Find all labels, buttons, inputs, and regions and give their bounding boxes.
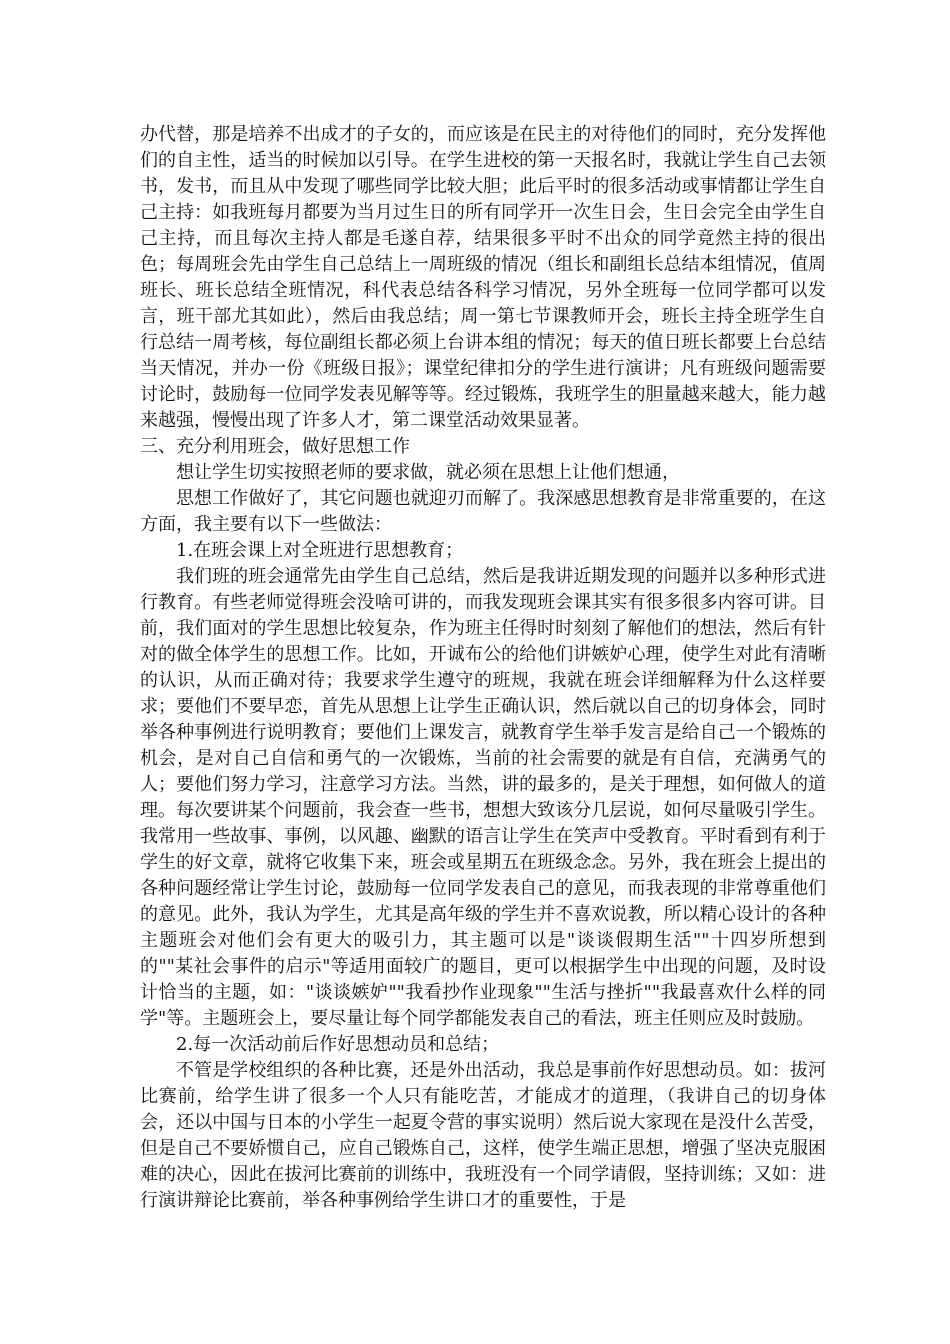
subheading-1: 1.在班会课上对全班进行思想教育；: [176, 540, 464, 561]
subheading-2: 2.每一次活动前后作好思想动员和总结；: [176, 1034, 500, 1055]
paragraph-intro-line: 想让学生切实按照老师的要求做，就必须在思想上让他们想通，: [176, 462, 680, 483]
section-heading-3: 三、充分利用班会，做好思想工作: [140, 436, 410, 457]
paragraph-continuation: 办代替，那是培养不出成才的子女的，而应该是在民主的对待他们的同时，充分发挥他们的自主性，适当的时候加以引导。在学生进校的第一天报名时，我就让学生自己去领书，发书，而且从中发现了哪些同学比较大胆；此后平时的很多活动或事情都让学生自己主持：如我班每月都要为当月过生日的所有同学开一次生日会，生日会完全由学生自己主持，而且每次主持人都是毛遂自荐，结果很多平时不出众的同学竟然主持的很出色；每周班会先由学生自己总结上一周班级的情况（组长和副组长总结本组情况，值周班长、班长总结全班情况，科代表总结各科学习情况，另外全班每一位同学都可以发言，班干部尤其如此），然后由我总结；周一第七节课教师开会，班长主持全班学生自行总结一周考核，每位副组长都必须上台讲本组的情况；每天的值日班长都要上台总结当天情况，并办一份《班级日报》；课堂纪律扣分的学生进行演讲；凡有班级问题需要讨论时，鼓励每一位同学发表见解等等。经过锻炼，我班学生的胆量越来越大，能力越来越强，慢慢出现了许多人才，第二课堂活动效果显著。: [140, 124, 826, 431]
paragraph-intro: 思想工作做好了，其它问题也就迎刃而解了。我深感思想教育是非常重要的，在这方面，我主要有以下一些做法：: [140, 488, 826, 535]
document-body: [140, 122, 826, 1214]
paragraph-class-meeting: 我们班的班会通常先由学生自己总结，然后是我讲近期发现的问题并以多种形式进行教育。有些老师觉得班会没啥可讲的，而我发现班会课其实有很多很多内容可讲。目前，我们面对的学生思想比较复杂，作为班主任得时时刻刻了解他们的想法，然后有针对的做全体学生的思想工作。比如，开诚布公的给他们讲嫉妒心理，使学生对此有清晰的认识，从而正确对待；我要求学生遵守的班规，我就在班会详细解释为什么这样要求；要他们不要早恋，首先从思想上让学生正确认识，然后就以自己的切身体会，同时举各种事例进行说明教育；要他们上课发言，就教育学生举手发言是给自己一个锻炼的机会，是对自己自信和勇气的一次锻炼，当前的社会需要的就是有自信，充满勇气的人；要他们努力学习，注意学习方法。当然，讲的最多的，是关于理想，如何做人的道理。每次要讲某个问题前，我会查一些书，想想大致该分几层说，如何尽量吸引学生。我常用一些故事、事例，以风趣、幽默的语言让学生在笑声中受教育。平时看到有利于学生的好文章，就将它收集下来，班会或星期五在班级念念。另外，我在班会上提出的各种问题经常让学生讨论，鼓励每一位同学发表自己的意见，而我表现的非常尊重他们的意见。此外，我认为学生，尤其是高年级的学生并不喜欢说教，所以精心设计的各种主题班会对他们会有更大的吸引力，其主题可以是"谈谈假期生活""十四岁所想到的""某社会事件的启示"等适用面较广的题目，更可以根据学生中出现的问题，及时设计恰当的主题，如："谈谈嫉妒""我看抄作业现象""生活与挫折""我最喜欢什么样的同学"等。主题班会上，要尽量让每个同学都能发表自己的看法，班主任则应及时鼓励。: [140, 566, 826, 1029]
paragraph-activities: 不管是学校组织的各种比赛，还是外出活动，我总是事前作好思想动员。如：拔河比赛前，给学生讲了很多一个人只有能吃苦，才能成才的道理，（我讲自己的切身体会，还以中国与日本的小学生一起夏令营的事实说明）然后说大家现在是没什么苦受，但是自己不要娇惯自己，应自己锻炼自己，这样，使学生端正思想，增强了坚决克服困难的决心，因此在拔河比赛前的训练中，我班没有一个同学请假，坚持训练；又如：进行演讲辩论比赛前，举各种事例给学生讲口才的重要性，于是: [140, 1060, 826, 1211]
